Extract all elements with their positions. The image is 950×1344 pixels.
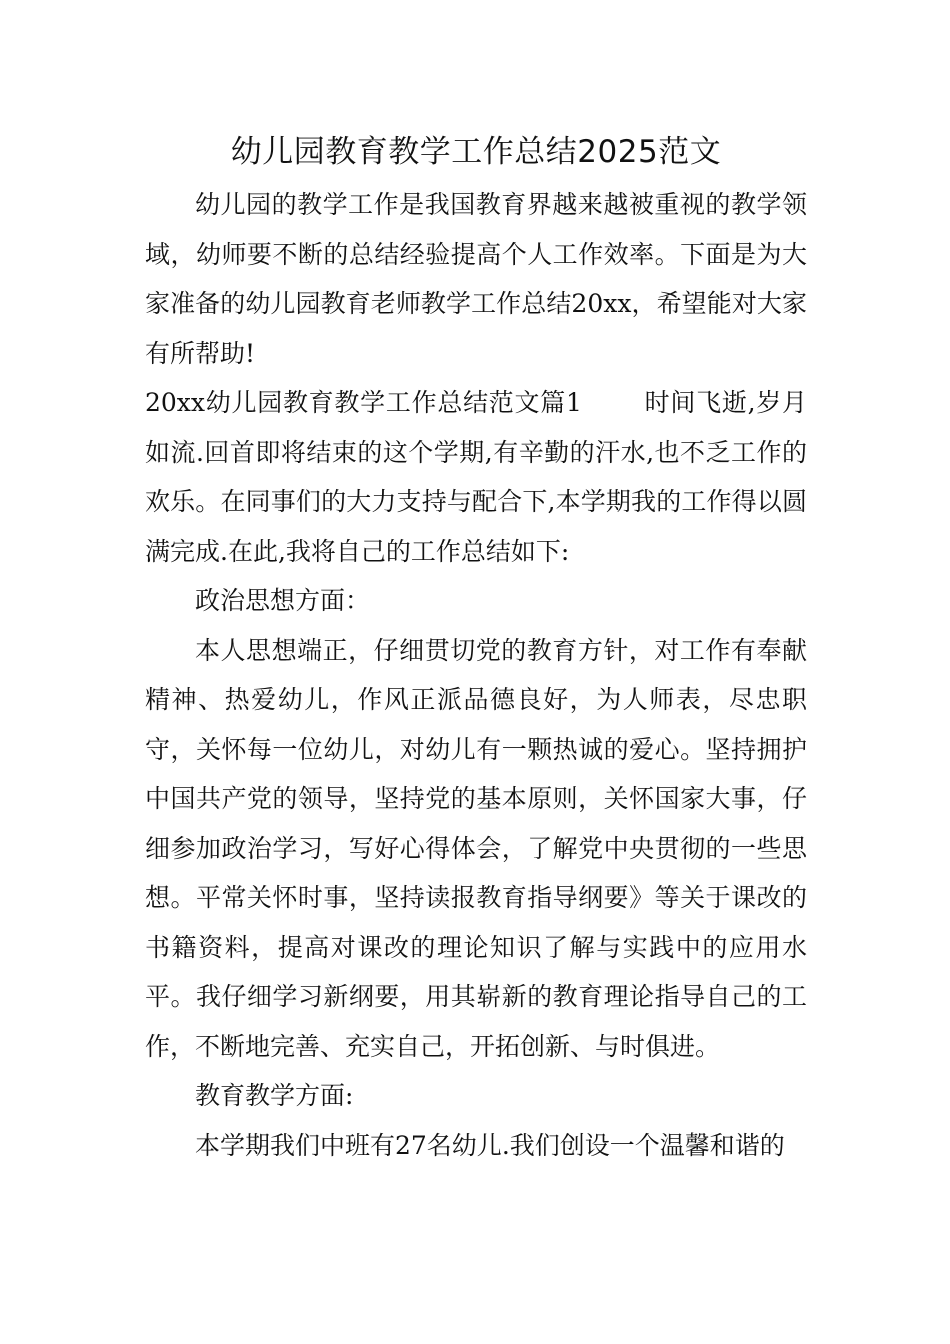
politics-heading: 政治思想方面： — [195, 586, 371, 615]
document-page — [145, 128, 807, 1170]
politics-body: 本人思想端正，仔细贯切党的教育方针，对工作有奉献精神、热爱幼儿，作风正派品德良好，为人师表，尽忠职守，关怀每一位幼儿，对幼儿有一颗热诚的爱心。坚持拥护中国共产党的领导，坚持党的基本原则，关怀国家大事，仔细参加政治学习，写好心得体会，了解党中央贯彻的一些思想。平常关怀时事，坚持读报教育指导纲要》等关于课改的书籍资料，提高对课改的理论知识了解与实践中的应用水平。我仔细学习新纲要，用其崭新的教育理论指导自己的工作，不断地完善、充实自己，开拓创新、与时俱进。 — [145, 635, 807, 1061]
section-heading: 20xx幼儿园教育教学工作总结范文篇1 — [145, 388, 582, 417]
teaching-heading: 教育教学方面: — [195, 1081, 354, 1110]
intro-paragraph: 幼儿园的教学工作是我国教育界越来越被重视的教学领域，幼师要不断的总结经验提高个人工作效率。下面是为大家准备的幼儿园教育老师教学工作总结20xx，希望能对大家有所帮助! — [145, 190, 807, 368]
teaching-body: 本学期我们中班有27名幼儿.我们创设一个温馨和谐的 — [195, 1130, 785, 1160]
document-title: 幼儿园教育教学工作总结2025范文 — [230, 134, 722, 170]
section-opening: 时间飞逝,岁月如流.回首即将结束的这个学期,有辛勤的汗水,也不乏工作的欢乐。在同事们的大力支持与配合下,本学期我的工作得以圆满完成.在此,我将自己的工作总结如下: — [145, 388, 808, 566]
section-paragraph — [145, 378, 807, 576]
